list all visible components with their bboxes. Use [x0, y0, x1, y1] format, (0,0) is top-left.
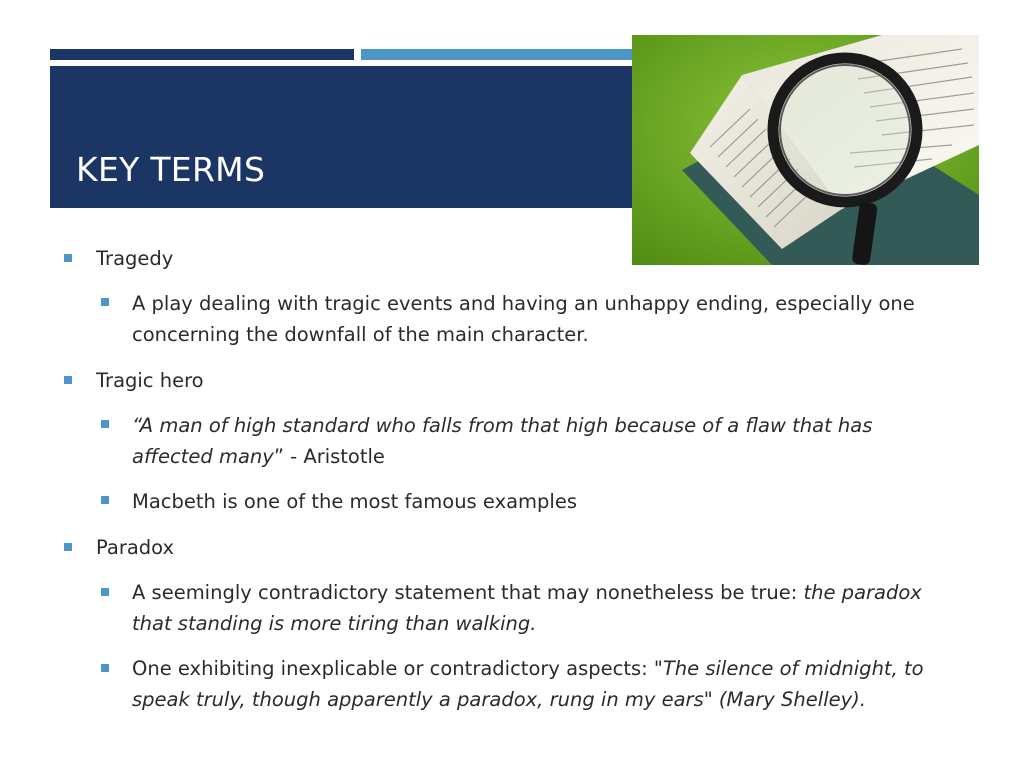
bullet-marker [101, 588, 109, 596]
definition-tragic-hero-example: Macbeth is one of the most famous examples [132, 490, 578, 513]
term-tragic-hero: Tragic hero [96, 369, 204, 392]
bullet-marker [101, 420, 109, 428]
quote-close: " [703, 688, 719, 711]
term-tragedy: Tragedy [96, 247, 174, 270]
definition-tragic-hero-quote [132, 410, 947, 472]
definition-paradox-1 [132, 577, 947, 639]
paradox-example: the paradox that standing is more tiring than walking. [132, 581, 922, 635]
quote-source: (Mary Shelley). [718, 688, 866, 711]
term-paradox: Paradox [96, 536, 175, 559]
aristotle-quote: “A man of high standard who falls from that high because of a flaw that has affected many [132, 414, 873, 468]
slide-title: KEY TERMS [76, 150, 266, 189]
bullet-marker [64, 376, 72, 384]
bullet-marker [64, 254, 72, 262]
bullet-marker [64, 543, 72, 551]
paradox-definition-text: One exhibiting inexplicable or contradictory aspects: " [132, 657, 663, 680]
paradox-definition-text: A seemingly contradictory statement that may nonetheless be true: [132, 581, 804, 604]
bullet-marker [101, 496, 109, 504]
quote-attribution: ” - Aristotle [273, 445, 385, 468]
bullet-marker [101, 298, 109, 306]
mary-shelley-quote: The silence of midnight, to speak truly, though apparently a paradox, rung in my ears [132, 657, 924, 711]
bullet-marker [101, 664, 109, 672]
definition-paradox-2 [132, 653, 947, 715]
definition-tragedy: A play dealing with tragic events and having an unhappy ending, especially one concerning the downfall of the main character. [132, 292, 915, 346]
